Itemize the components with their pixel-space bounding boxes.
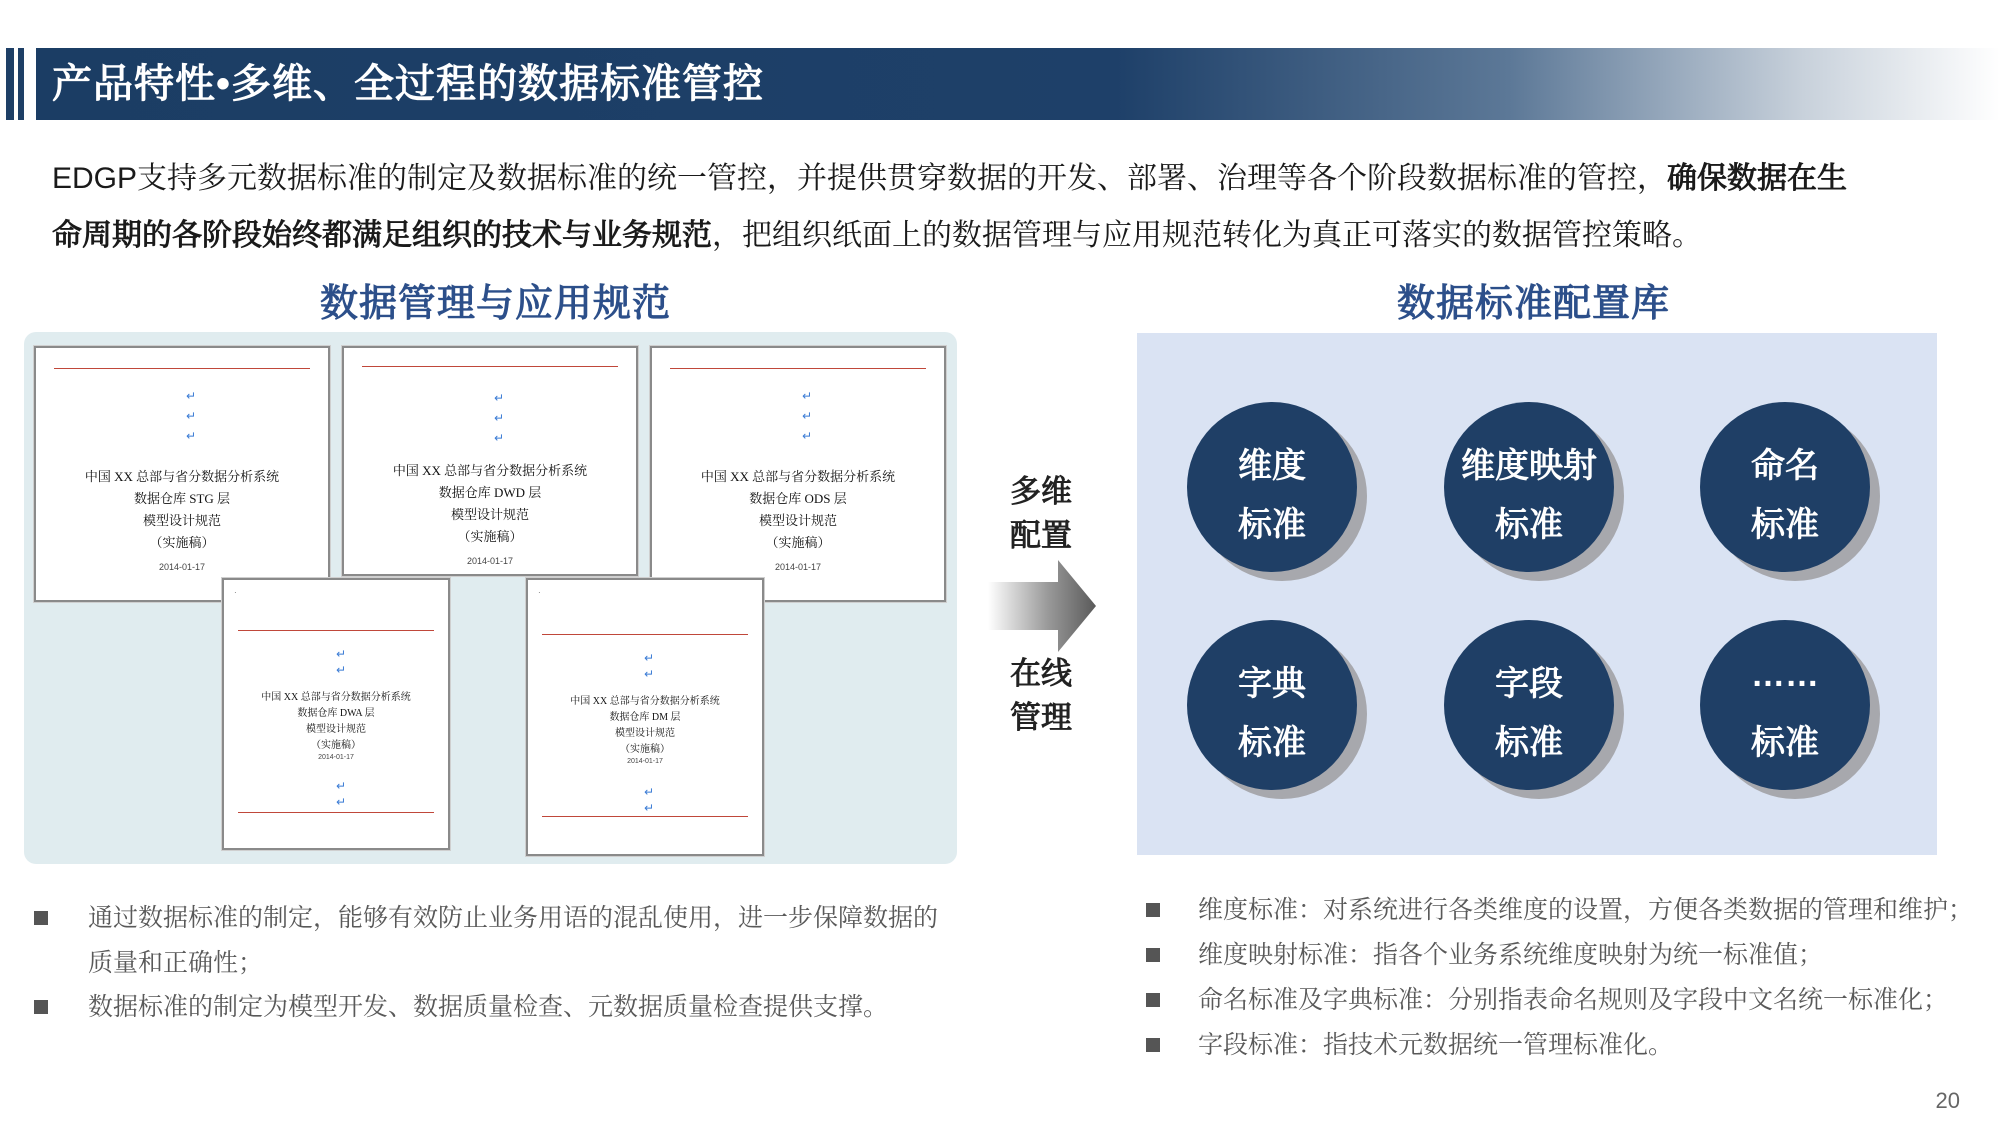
document-date: 2014-01-17: [318, 754, 354, 761]
document-status: （实施稿）: [620, 744, 670, 755]
document-date: 2014-01-17: [158, 562, 206, 572]
document-status: （实施稿）: [149, 535, 215, 550]
document-subtitle: 模型设计规范: [615, 728, 675, 739]
document-date: 2014-01-17: [627, 758, 663, 765]
paragraph-mark-icon: ↵: [644, 667, 655, 681]
document-status: （实施稿）: [457, 529, 523, 544]
title-accent-bar-2: [18, 48, 24, 120]
intro-bold-2: 命周期的各阶段始终都满足组织的技术与业务规范: [52, 219, 712, 252]
circle-label: 维度映射: [1461, 447, 1597, 485]
document-layer: 数据仓库 STG 层: [133, 491, 231, 506]
bullet-square-icon: [34, 911, 48, 925]
document-layer: 数据仓库 ODS 层: [749, 491, 847, 506]
document-layer: 数据仓库 DWA 层: [297, 708, 375, 719]
document-subtitle: 模型设计规范: [450, 507, 529, 522]
circle-label: 命名: [1751, 447, 1819, 485]
document-thumbnail-dwd: [342, 346, 638, 576]
document-date: 2014-01-17: [774, 562, 822, 572]
document-subtitle: 模型设计规范: [142, 513, 221, 528]
document-layer: 数据仓库 DM 层: [609, 712, 681, 723]
paragraph-mark-icon: ↵: [336, 795, 347, 809]
bullet-square-icon: [1146, 993, 1160, 1007]
intro-text-1: EDGP支持多元数据标准的制定及数据标准的统一管控，并提供贯穿数据的开发、部署、治理等各个阶段数据标准的管控，: [52, 162, 1668, 195]
document-footer-rule: [238, 812, 434, 813]
intro-paragraph: [52, 150, 1952, 264]
left-bullet-2: [88, 985, 968, 1030]
paragraph-mark-icon: ↵: [644, 801, 655, 815]
document-status: （实施稿）: [311, 740, 361, 751]
paragraph-mark-icon: ↵: [186, 389, 197, 403]
paragraph-mark-icon: ↵: [494, 431, 505, 445]
circle-naming-standard: [1700, 402, 1870, 572]
intro-bold-1: 确保数据在生: [1667, 162, 1848, 195]
circle-label: 字段: [1495, 665, 1563, 703]
circle-label: 字典: [1238, 665, 1306, 703]
label-line: 多维: [1010, 474, 1072, 509]
bullet-square-icon: [1146, 948, 1160, 962]
right-arrow-icon: [988, 560, 1096, 652]
label-line: 管理: [1010, 700, 1072, 735]
document-title: 中国 XX 总部与省分数据分析系统: [261, 692, 411, 703]
paragraph-mark-icon: ↵: [644, 785, 655, 799]
paragraph-mark-icon: ↵: [494, 411, 505, 425]
document-footer-rule: [542, 816, 748, 817]
circle-label: 标准: [1238, 724, 1306, 762]
document-header-rule: [542, 634, 748, 635]
document-header-rule: [54, 368, 310, 369]
circle-label: 标准: [1495, 724, 1563, 762]
left-bullet-1: [88, 896, 968, 986]
right-bullet-3: 命名标准及字典标准：分别指表命名规则及字段中文名统一标准化；: [1198, 986, 1949, 1014]
paragraph-mark-icon: ↵: [494, 391, 505, 405]
circle-other-standard: [1700, 620, 1870, 790]
document-date: 2014-01-17: [466, 556, 514, 566]
circle-dictionary-standard: [1187, 620, 1357, 790]
right-bullet-1: 维度标准：对系统进行各类维度的设置，方便各类数据的管理和维护；: [1198, 896, 1974, 924]
document-title: 中国 XX 总部与省分数据分析系统: [84, 469, 280, 484]
document-subtitle: 模型设计规范: [758, 513, 837, 528]
circle-label: 标准: [1751, 506, 1819, 544]
paragraph-mark-icon: ↵: [336, 647, 347, 661]
bullet-square-icon: [1146, 903, 1160, 917]
left-section-title: 数据管理与应用规范: [320, 283, 672, 325]
document-status: （实施稿）: [765, 535, 831, 550]
document-header-rule: [670, 368, 926, 369]
document-header-rule: [362, 366, 618, 367]
document-title: 中国 XX 总部与省分数据分析系统: [392, 463, 588, 478]
document-layer: 数据仓库 DWD 层: [438, 485, 542, 500]
document-subtitle: 模型设计规范: [306, 724, 366, 735]
circle-dimension-standard: [1187, 402, 1357, 572]
circle-label: 标准: [1238, 506, 1306, 544]
document-corner-mark: ·: [538, 588, 541, 597]
bullet-text: 通过数据标准的制定，能够有效防止业务用语的混乱使用，进一步保障数据的: [88, 904, 939, 932]
paragraph-mark-icon: ↵: [644, 651, 655, 665]
document-header-rule: [238, 630, 434, 631]
document-thumbnail-stg: [34, 346, 330, 602]
paragraph-mark-icon: ↵: [802, 429, 813, 443]
label-online-management: [1001, 652, 1081, 740]
document-title: 中国 XX 总部与省分数据分析系统: [570, 696, 720, 707]
page-title: 产品特性•多维、全过程的数据标准管控: [52, 62, 765, 106]
right-bullet-2: 维度映射标准：指各个业务系统维度映射为统一标准值；: [1198, 941, 1824, 969]
document-thumbnail-ods: [650, 346, 946, 602]
right-section-title: 数据标准配置库: [1397, 283, 1671, 325]
circle-label: ……: [1751, 656, 1819, 694]
bullet-text: 数据标准的制定为模型开发、数据质量检查、元数据质量检查提供支撑。: [88, 993, 889, 1021]
circle-label: 维度: [1238, 447, 1306, 485]
paragraph-mark-icon: ↵: [186, 409, 197, 423]
circle-field-standard: [1444, 620, 1614, 790]
document-thumbnail-dwa: [222, 578, 450, 850]
document-title: 中国 XX 总部与省分数据分析系统: [700, 469, 896, 484]
label-multi-dim-config: [1001, 470, 1081, 558]
paragraph-mark-icon: ↵: [802, 409, 813, 423]
circle-label: 标准: [1495, 506, 1563, 544]
paragraph-mark-icon: ↵: [336, 663, 347, 677]
bullet-text: 质量和正确性；: [88, 949, 264, 977]
intro-text-2: ，把组织纸面上的数据管理与应用规范转化为真正可落实的数据管控策略。: [712, 219, 1702, 252]
document-thumbnail-dm: [526, 578, 764, 856]
right-bullet-4: 字段标准：指技术元数据统一管理标准化。: [1198, 1031, 1674, 1059]
bullet-square-icon: [1146, 1038, 1160, 1052]
label-line: 在线: [1010, 656, 1072, 691]
title-accent-bar: [6, 48, 14, 120]
paragraph-mark-icon: ↵: [336, 779, 347, 793]
label-line: 配置: [1010, 518, 1072, 553]
circle-dimension-mapping-standard: [1444, 402, 1614, 572]
document-corner-mark: ·: [234, 588, 237, 597]
bullet-square-icon: [34, 1000, 48, 1014]
paragraph-mark-icon: ↵: [186, 429, 197, 443]
paragraph-mark-icon: ↵: [802, 389, 813, 403]
circle-label: 标准: [1751, 724, 1819, 762]
page-number: 20: [1935, 1088, 1960, 1113]
